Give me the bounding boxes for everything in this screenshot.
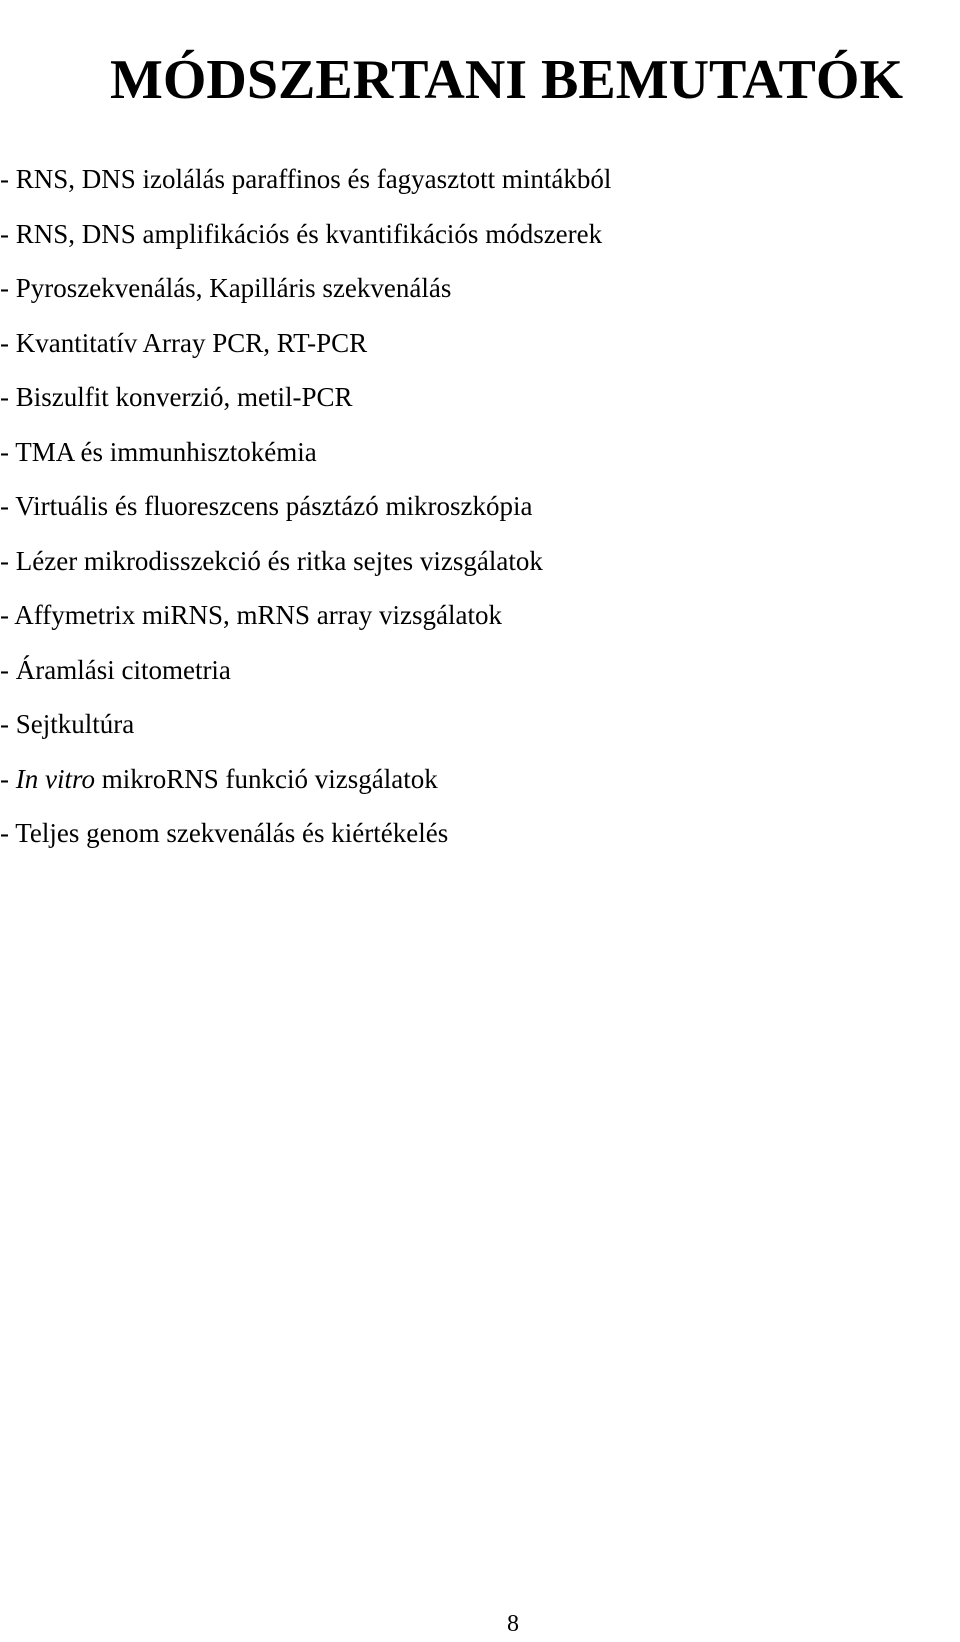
list-item (0, 752, 611, 807)
list-dash: - (0, 382, 16, 412)
list-item (0, 534, 611, 589)
list-item (0, 261, 611, 316)
method-list (0, 152, 611, 861)
list-item (0, 425, 611, 480)
list-item-text: Affymetrix miRNS, mRNS array vizsgálatok (14, 600, 502, 630)
list-item-text: RNS, DNS izolálás paraffinos és fagyasztott mintákból (15, 164, 612, 194)
list-item (0, 479, 611, 534)
list-item (0, 316, 611, 371)
list-dash: - (0, 218, 16, 249)
list-dash: - (0, 709, 16, 739)
list-dash: - (0, 164, 16, 194)
page-title: MÓDSZERTANI BEMUTATÓK (110, 48, 903, 111)
list-item-text: Sejtkultúra (15, 709, 135, 739)
list-dash: - (0, 545, 16, 576)
list-dash: - (0, 818, 16, 848)
list-item-text: Biszulfit konverzió, metil-PCR (15, 382, 353, 412)
list-item-text: TMA és immunhisztokémia (15, 436, 317, 467)
list-dash: - (0, 491, 16, 521)
list-item-text: mikroRNS funkció vizsgálatok (94, 763, 438, 794)
list-item-text: Kvantitatív Array PCR, RT-PCR (15, 327, 368, 358)
list-dash: - (0, 763, 16, 794)
list-item-text: Pyroszekvenálás, Kapilláris szekvenálás (15, 273, 452, 303)
list-dash: - (0, 600, 15, 630)
list-item (0, 152, 611, 207)
list-item (0, 588, 611, 643)
list-dash: - (0, 436, 16, 467)
list-item-text: Lézer mikrodisszekció és ritka sejtes vizsgálatok (15, 545, 543, 576)
list-item-text: Teljes genom szekvenálás és kiértékelés (15, 818, 449, 848)
list-item (0, 697, 611, 752)
list-dash: - (0, 654, 16, 685)
list-item-italic-text: In vitro (15, 763, 95, 794)
list-item (0, 370, 611, 425)
page-number: 8 (507, 1611, 519, 1637)
list-item-text: Virtuális és fluoreszcens pásztázó mikroszkópia (15, 491, 533, 521)
list-item (0, 207, 611, 262)
list-dash: - (0, 327, 16, 358)
list-item-text: Áramlási citometria (15, 654, 231, 685)
list-item (0, 806, 611, 861)
list-dash: - (0, 273, 16, 303)
list-item-text: RNS, DNS amplifikációs és kvantifikációs módszerek (15, 218, 603, 249)
list-item (0, 643, 611, 698)
